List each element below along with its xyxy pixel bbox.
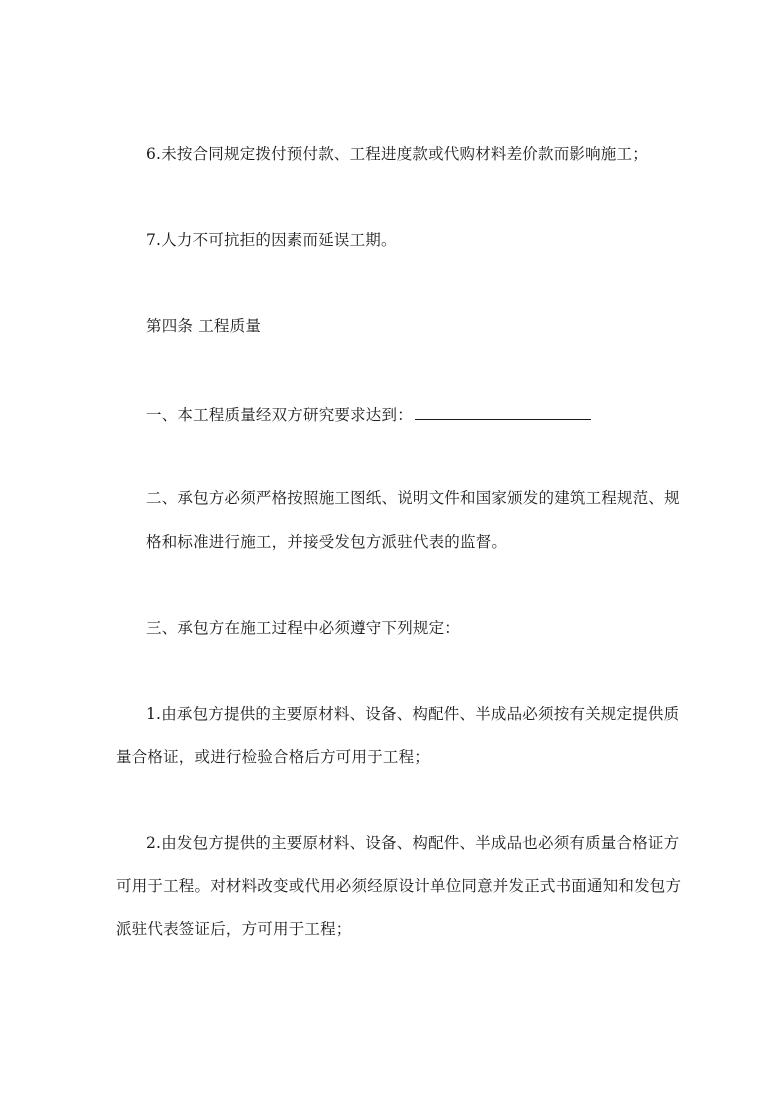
article-4-heading [146, 319, 666, 335]
paragraph-line: 量合格证，或进行检验合格后方可用于工程； [116, 748, 431, 766]
sub-item-2-continuation [116, 922, 636, 938]
paragraph-item-6 [146, 147, 666, 163]
paragraph-text: 6.未按合同规定拨付预付款、工程进度款或代购材料差价款而影响施工； [146, 145, 648, 163]
paragraph-line [0, 535, 507, 551]
sub-item-2 [146, 834, 680, 852]
paragraph-line: 派驻代表签证后，方可用于工程； [116, 920, 352, 938]
paragraph-line: 1.由承包方提供的主要原材料、设备、构配件、半成品必须按有关规定提供质 [146, 705, 680, 723]
sub-item-2-continuation [116, 877, 682, 895]
construction-standards-paragraph [146, 489, 680, 551]
paragraph-text: 7.人力不可抗拒的因素而延误工期。 [146, 231, 397, 249]
heading-text: 第四条 工程质量 [146, 317, 262, 335]
sub-item-1-continuation [116, 750, 636, 766]
paragraph-line: 二、承包方必须严格按照施工图纸、说明文件和国家颁发的建筑工程规范、规 [146, 489, 680, 507]
paragraph-item-7 [146, 233, 666, 249]
paragraph-line: 2.由发包方提供的主要原材料、设备、构配件、半成品也必须有质量合格证方 [146, 834, 680, 852]
paragraph-text: 一、本工程质量经双方研究要求达到： [146, 406, 413, 424]
fill-in-blank-line[interactable] [415, 405, 591, 420]
paragraph-line: 可用于工程。对材料改变或代用必须经原设计单位同意并发正式书面通知和发包方 [116, 877, 682, 895]
construction-rules-heading [146, 621, 666, 637]
quality-requirement-paragraph [146, 405, 666, 424]
paragraph-line-text: 格和标准进行施工，并接受发包方派驻代表的监督。 [146, 533, 508, 551]
sub-item-1 [146, 705, 680, 723]
paragraph-text: 三、承包方在施工过程中必须遵守下列规定： [146, 619, 461, 637]
